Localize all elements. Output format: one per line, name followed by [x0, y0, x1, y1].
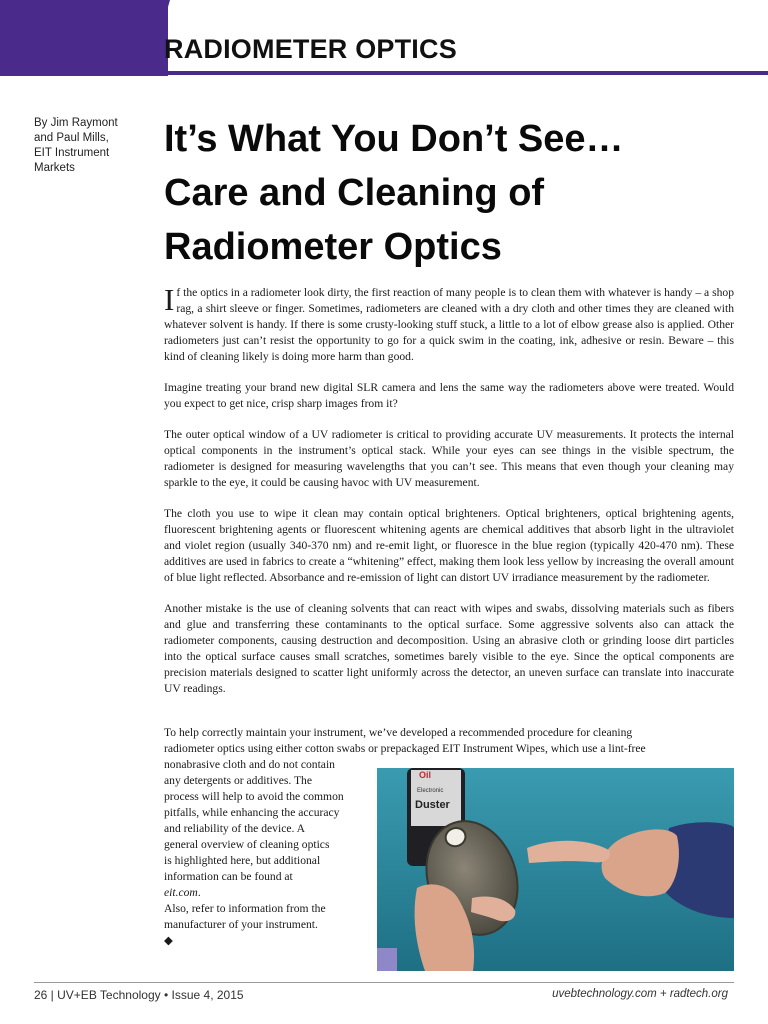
byline	[34, 116, 146, 176]
can-label-text: Duster	[415, 799, 450, 811]
text-line: radiometer optics using either cotton swabs or prepackaged EIT Instrument Wipes, which use a lint-free	[164, 742, 646, 755]
footer-links[interactable]: uvebtechnology.com + radtech.org	[552, 988, 728, 1000]
footer-rule	[34, 982, 734, 983]
headline-line: Care and Cleaning of	[164, 172, 545, 214]
cloth-corner	[377, 948, 397, 971]
text-line: any detergents or additives. The	[164, 774, 312, 787]
byline-line: EIT Instrument	[34, 147, 110, 159]
byline-line: By Jim Raymont	[34, 117, 118, 129]
paragraph-5: Another mistake is the use of cleaning solvents that can react with wipes and swabs, dissolving materials such as fibers and glue and transferring these contaminants to the optical surface. Some aggressive solvents also can attack the radiometer components, causing destruction and decomposition. Using an abrasive cloth or grinding loose dirt particles into the optical surface causes small scratches, sometimes barely visible to the eye. Since the optical components are precision materials designed to scatter light uniformly across the detector, an uneven surface can translate into inaccurate UV readings.	[164, 602, 734, 695]
can-label-text: Electronic	[417, 788, 444, 794]
text-line: pitfalls, while enhancing the accuracy	[164, 806, 340, 819]
article-body	[164, 282, 734, 712]
headline-line: It’s What You Don’t See…	[164, 118, 624, 160]
text-line: is highlighted here, but additional	[164, 854, 321, 867]
text-line: nonabrasive cloth and do not contain	[164, 758, 335, 771]
paragraph-2: Imagine treating your brand new digital SLR camera and lens the same way the radiometers above were treated. Would you expect to get nice, crisp sharp images from it?	[164, 381, 734, 410]
text-line-part: manufacturer of your instrument.	[164, 918, 318, 931]
text-line: Also, refer to information from the	[164, 902, 326, 915]
text-line: process will help to avoid the common	[164, 790, 344, 803]
text-line: To help correctly maintain your instrument, we’ve developed a recommended procedure for cleaning	[164, 726, 633, 739]
article-headline	[164, 112, 754, 274]
paragraph-3: The outer optical window of a UV radiometer is critical to providing accurate UV measurements. It protects the internal optical components in the instrument’s optical stack. While your eyes can see things in the visible spectrum, the radiometer is designed for measuring wavelengths that you can’t see. This means that even though your cleaning may sparkle to the eye, it could be causing havoc with UV measurement.	[164, 428, 734, 489]
can-label-text: Oil	[419, 770, 432, 780]
paragraph-1-text: f the optics in a radiometer look dirty, the first reaction of many people is to clean them with whatever is handy – a shop rag, a shirt sleeve or finger. Sometimes, radiometers are cleaned with a dry cloth and other times they are cleaned with whatever solvent is handy. If there is some crusty-looking stuff stuck, a little to a lot of elbow grease also is applied. Other radiometers just can’t resist the opportunity to go for a quick swim in the coating, ink, adhesive or resin. Beware – this kind of cleaning likely is doing more harm than good.	[164, 286, 734, 363]
byline-line: Markets	[34, 162, 75, 174]
paragraph-6-full-width	[164, 725, 734, 757]
paragraph-1	[164, 282, 734, 365]
section-rule	[152, 71, 768, 75]
header-color-band	[0, 0, 168, 76]
paragraph-6-narrow	[164, 757, 369, 949]
headline-line: Radiometer Optics	[164, 226, 502, 268]
byline-line: and Paul Mills,	[34, 132, 109, 144]
text-line-part: information can be found at	[164, 870, 293, 883]
text-line: general overview of cleaning optics	[164, 838, 330, 851]
text-line: information can be found at eit.com.	[164, 869, 369, 901]
section-title: RADIOMETER OPTICS	[164, 34, 457, 64]
eit-link[interactable]: eit.com	[164, 886, 198, 899]
end-mark-icon: ◆	[164, 934, 173, 947]
paragraph-4: The cloth you use to wipe it clean may contain optical brighteners. Optical brighteners, optical brightening agents, fluorescent brightening agents or fluorescent whitening agents are chemical additives that absorb light in the ultraviolet and violet region (usually 340-370 nm) and re-emit light, or fluoresce in the blue region (typically 420-470 nm). These additives are used in fabrics to create a “whitening” effect, making them look less yellow by increasing the overall amount of blue light reflected. Absorbance and re-emission of light can distort UV irradiance measurement by the radiometer.	[164, 507, 734, 584]
cleaning-photo	[377, 768, 734, 971]
text-line	[164, 917, 369, 949]
text-line: and reliability of the device. A	[164, 822, 306, 835]
footer-page-info: 26 | UV+EB Technology • Issue 4, 2015	[34, 988, 244, 1002]
drop-cap: I	[164, 282, 175, 317]
photo-illustration	[377, 768, 734, 971]
